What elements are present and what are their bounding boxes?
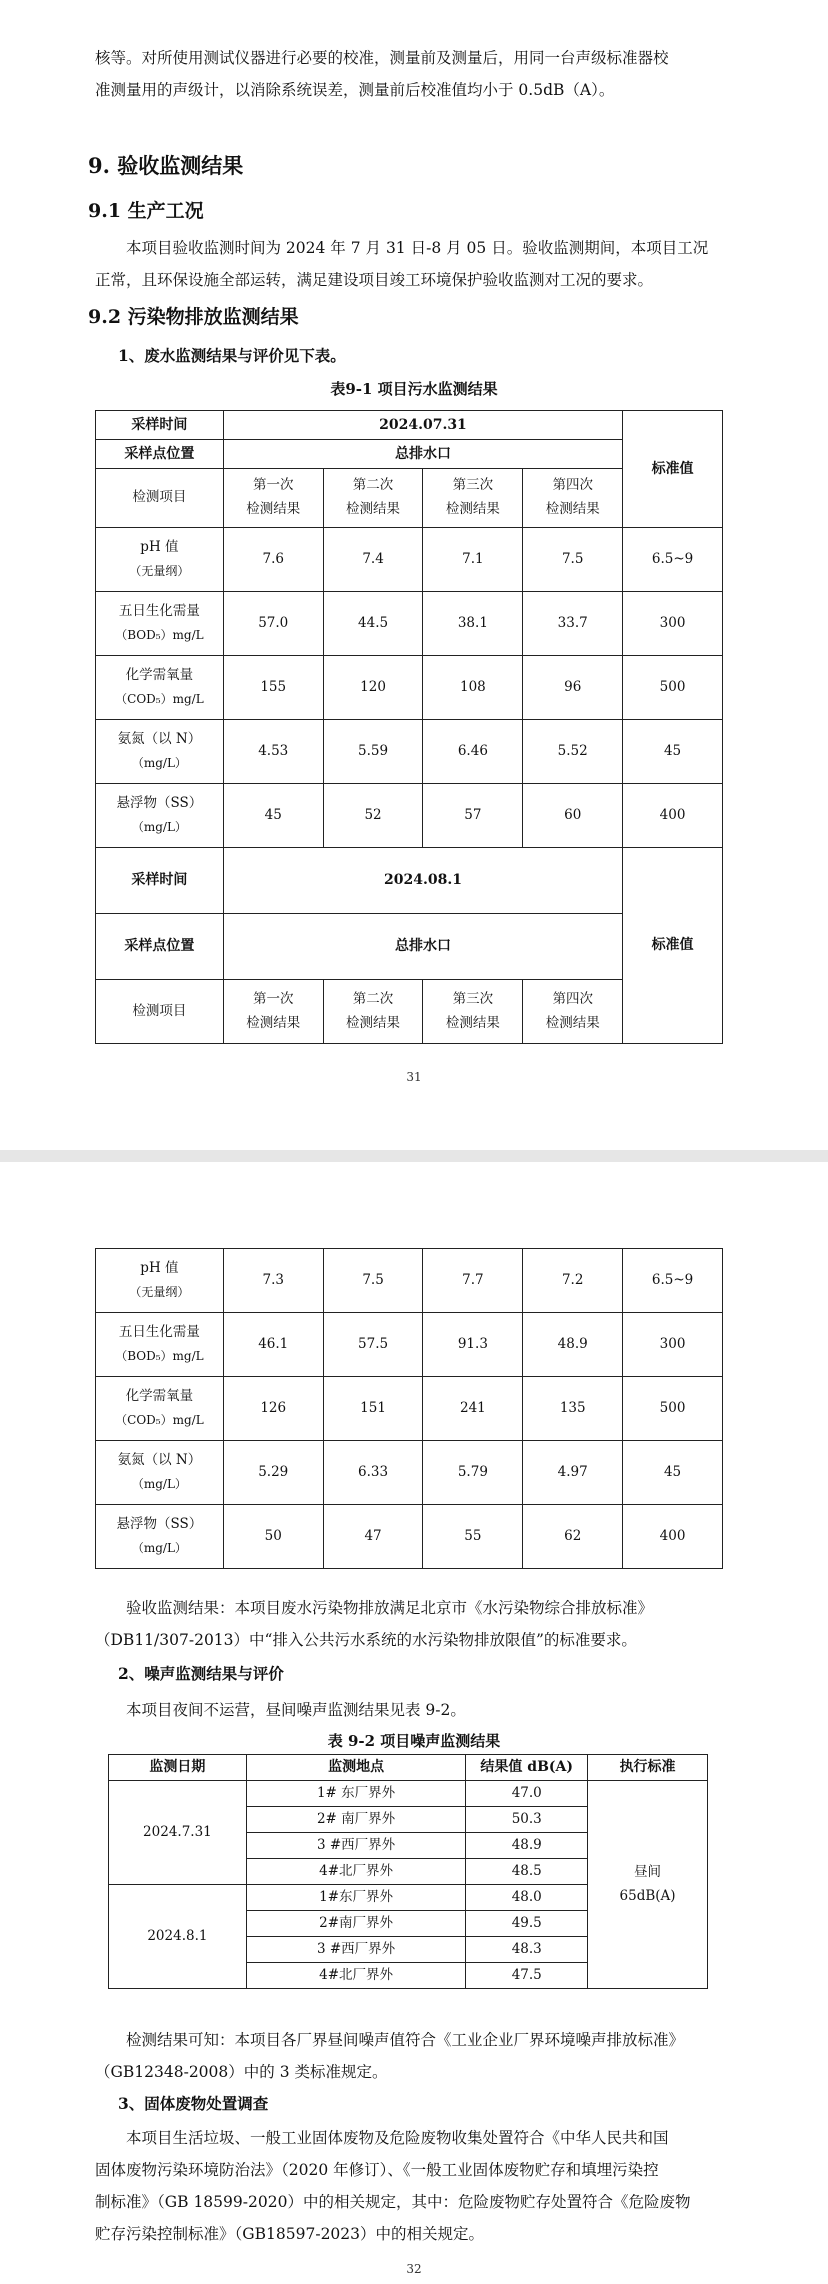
noise-value: 47.5 [466,1963,588,1989]
solid-waste-line: 本项目生活垃圾、一般工业固体废物及危险废物收集处置符合《中华人民共和国 [126,2129,669,2147]
value-cell: 5.59 [323,720,423,784]
value-cell: 52 [323,784,423,848]
work-line: 正常，且环保设施全部运转，满足建设项目竣工环境保护验收监测对工况的要求。 [95,271,654,289]
item-name: 化学需氧量 （COD₅）mg/L [96,1377,224,1441]
run-header: 第四次 检测结果 [523,469,623,528]
value-cell: 7.3 [223,1249,323,1313]
value-cell: 4.97 [523,1441,623,1505]
table-row [96,528,723,592]
value-cell: 57.0 [223,592,323,656]
noise-value: 47.0 [466,1781,588,1807]
sampling-time-label: 采样时间 [96,848,224,914]
standard-cell: 45 [623,720,723,784]
item-name: 五日生化需量 （BOD₅）mg/L [96,1313,224,1377]
value-cell: 46.1 [223,1313,323,1377]
value-cell: 7.1 [423,528,523,592]
intro-line: 准测量用的声级计，以消除系统误差，测量前后校准值均小于 0.5dB（A）。 [95,81,615,99]
value-cell: 45 [223,784,323,848]
solid-waste-paragraph [95,2122,735,2250]
noise-value: 48.0 [466,1885,588,1911]
run-header: 第二次 检测结果 [323,980,423,1044]
run-header: 第一次 检测结果 [223,980,323,1044]
wastewater-table-0801 [95,1248,723,1569]
noise-header-date: 监测日期 [109,1755,247,1781]
item-name: 氨氮（以 N） （mg/L） [96,1441,224,1505]
noise-date: 2024.8.1 [109,1885,247,1989]
value-cell: 57.5 [323,1313,423,1377]
standard-cell: 6.5~9 [623,1249,723,1313]
value-cell: 96 [523,656,623,720]
page-number: 31 [406,1070,422,1084]
page-32 [0,1162,828,2284]
intro-paragraph [95,42,735,106]
standard-header: 标准值 [623,848,723,1044]
noise-value: 50.3 [466,1807,588,1833]
value-cell: 91.3 [423,1313,523,1377]
item-name: pH 值 （无量纲） [96,528,224,592]
standard-cell: 300 [623,1313,723,1377]
noise-header-value: 结果值 dB(A) [466,1755,588,1781]
standard-cell: 6.5~9 [623,528,723,592]
noise-site: 3 #西厂界外 [246,1937,466,1963]
value-cell: 5.52 [523,720,623,784]
sampling-time-label: 采样时间 [96,411,224,440]
value-cell: 44.5 [323,592,423,656]
value-cell: 7.2 [523,1249,623,1313]
conclusion-line: 验收监测结果：本项目废水污染物排放满足北京市《水污染物综合排放标准》 [126,1599,654,1617]
work-condition-paragraph [95,232,735,296]
noise-site: 4#北厂界外 [246,1963,466,1989]
table-9-2-caption: 表 9-2 项目噪声监测结果 [327,1732,501,1750]
run-header: 第三次 检测结果 [423,980,523,1044]
subsection-solid-waste: 3、固体废物处置调查 [118,2094,269,2113]
noise-site: 4#北厂界外 [246,1859,466,1885]
noise-site: 1# 东厂界外 [246,1781,466,1807]
standard-cell: 45 [623,1441,723,1505]
table-9-1-caption: 表9-1 项目污水监测结果 [330,380,498,398]
value-cell: 62 [523,1505,623,1569]
value-cell: 5.29 [223,1441,323,1505]
subsection-wastewater: 1、废水监测结果与评价见下表。 [118,346,346,365]
value-cell: 108 [423,656,523,720]
table-row [96,1377,723,1441]
item-name: 化学需氧量 （COD₅）mg/L [96,656,224,720]
noise-value: 48.9 [466,1833,588,1859]
value-cell: 47 [323,1505,423,1569]
noise-site: 3 #西厂界外 [246,1833,466,1859]
noise-header-site: 监测地点 [246,1755,466,1781]
noise-conclusion-line: 检测结果可知：本项目各厂界昼间噪声值符合《工业企业厂界环境噪声排放标准》 [126,2031,685,2049]
value-cell: 60 [523,784,623,848]
noise-standard: 昼间 65dB(A) [588,1781,708,1989]
table-row [109,1781,708,1807]
work-line: 本项目验收监测时间为 2024 年 7 月 31 日-8 月 05 日。验收监测期间，本项目工况 [126,239,709,257]
table-row [96,1505,723,1569]
item-name: 氨氮（以 N） （mg/L） [96,720,224,784]
value-cell: 7.4 [323,528,423,592]
value-cell: 135 [523,1377,623,1441]
wastewater-table-0731 [95,410,723,1044]
sampling-point-label: 采样点位置 [96,440,224,469]
run-header: 第二次 检测结果 [323,469,423,528]
value-cell: 6.46 [423,720,523,784]
standard-cell: 400 [623,1505,723,1569]
table-row [96,1441,723,1505]
value-cell: 48.9 [523,1313,623,1377]
value-cell: 50 [223,1505,323,1569]
sampling-point-label: 采样点位置 [96,914,224,980]
value-cell: 38.1 [423,592,523,656]
run-header: 第一次 检测结果 [223,469,323,528]
noise-site: 2# 南厂界外 [246,1807,466,1833]
noise-conclusion [95,2024,735,2088]
run-header: 第四次 检测结果 [523,980,623,1044]
conclusion-line: （DB11/307-2013）中“排入公共污水系统的水污染物排放限值”的标准要求。 [95,1631,637,1649]
item-name: 五日生化需量 （BOD₅）mg/L [96,592,224,656]
value-cell: 241 [423,1377,523,1441]
value-cell: 6.33 [323,1441,423,1505]
item-name: pH 值 （无量纲） [96,1249,224,1313]
section-heading-9: 9. 验收监测结果 [88,153,244,178]
table-row [96,592,723,656]
noise-site: 1#东厂界外 [246,1885,466,1911]
sampling-point: 总排水口 [223,914,622,980]
noise-value: 48.3 [466,1937,588,1963]
value-cell: 126 [223,1377,323,1441]
noise-header-standard: 执行标准 [588,1755,708,1781]
standard-cell: 500 [623,1377,723,1441]
value-cell: 7.6 [223,528,323,592]
intro-line: 核等。对所使用测试仪器进行必要的校准，测量前及测量后，用同一台声级标准器校 [95,49,669,67]
value-cell: 120 [323,656,423,720]
solid-waste-line: 贮存污染控制标准》（GB18597-2023）中的相关规定。 [95,2225,485,2243]
table-row [96,1249,723,1313]
table-row [96,720,723,784]
sampling-date: 2024.07.31 [223,411,622,440]
noise-value: 49.5 [466,1911,588,1937]
value-cell: 151 [323,1377,423,1441]
value-cell: 7.5 [323,1249,423,1313]
item-name: 悬浮物（SS） （mg/L） [96,784,224,848]
noise-value: 48.5 [466,1859,588,1885]
noise-conclusion-line: （GB12348-2008）中的 3 类标准规定。 [95,2063,388,2081]
page-separator [0,1150,828,1162]
value-cell: 7.7 [423,1249,523,1313]
solid-waste-line: 制标准》（GB 18599-2020）中的相关规定，其中：危险废物贮存处置符合《危险废物 [95,2193,691,2211]
value-cell: 5.79 [423,1441,523,1505]
noise-site: 2#南厂界外 [246,1911,466,1937]
value-cell: 4.53 [223,720,323,784]
table-row [96,656,723,720]
subsection-noise: 2、噪声监测结果与评价 [118,1664,284,1683]
noise-date: 2024.7.31 [109,1781,247,1885]
sampling-date: 2024.08.1 [223,848,622,914]
solid-waste-line: 固体废物污染环境防治法》（2020 年修订）、《一般工业固体废物贮存和填埋污染控 [95,2161,659,2179]
value-cell: 155 [223,656,323,720]
standard-header: 标准值 [623,411,723,528]
item-name: 悬浮物（SS） （mg/L） [96,1505,224,1569]
page-number: 32 [406,2262,422,2276]
run-header: 第三次 检测结果 [423,469,523,528]
noise-intro: 本项目夜间不运营，昼间噪声监测结果见表 9-2。 [126,1701,466,1719]
wastewater-conclusion [95,1592,735,1656]
noise-table [108,1754,708,1989]
table-row [96,1313,723,1377]
section-heading-9-1: 9.1 生产工况 [88,200,204,222]
value-cell: 57 [423,784,523,848]
sampling-point: 总排水口 [223,440,622,469]
value-cell: 33.7 [523,592,623,656]
standard-cell: 400 [623,784,723,848]
item-header: 检测项目 [96,980,224,1044]
standard-cell: 300 [623,592,723,656]
table-row [96,784,723,848]
section-heading-9-2: 9.2 污染物排放监测结果 [88,306,299,328]
standard-cell: 500 [623,656,723,720]
value-cell: 55 [423,1505,523,1569]
item-header: 检测项目 [96,469,224,528]
value-cell: 7.5 [523,528,623,592]
